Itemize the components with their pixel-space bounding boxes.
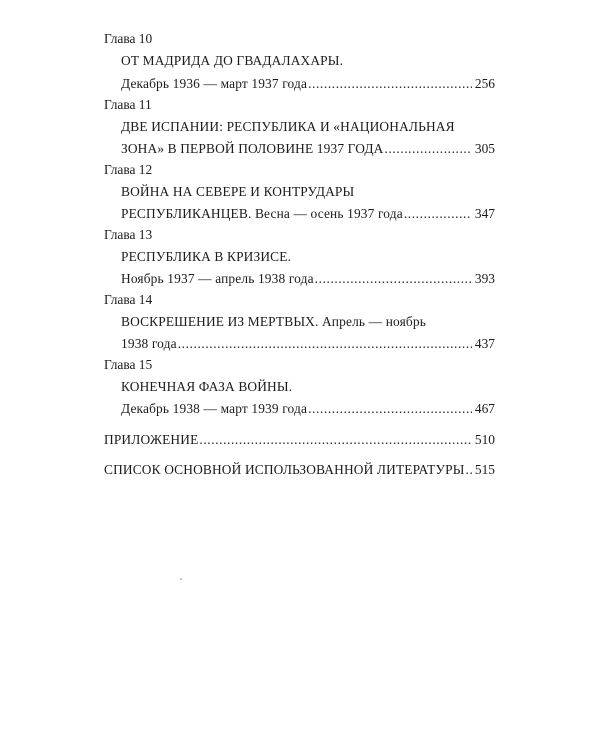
chapter-12-label: Глава 12 — [104, 162, 153, 177]
chapter-12-page: 347 — [474, 206, 495, 221]
bibliography-title: СПИСОК ОСНОВНОЙ ИСПОЛЬЗОВАННОЙ ЛИТЕРАТУРЫ — [104, 462, 465, 477]
bibliography-page: 515 — [474, 462, 495, 477]
dot-leader — [308, 400, 472, 418]
chapter-15-entry[interactable] — [121, 400, 495, 418]
chapter-14-entry[interactable] — [121, 335, 495, 353]
chapter-15-subtitle: Декабрь 1938 — март 1939 года — [121, 401, 308, 416]
dot-leader — [384, 140, 471, 158]
chapter-13-label: Глава 13 — [104, 227, 153, 242]
chapter-11-entry[interactable] — [121, 140, 495, 158]
dot-leader — [199, 431, 472, 449]
chapter-10-label: Глава 10 — [104, 31, 153, 46]
chapter-13-title: РЕСПУБЛИКА В КРИЗИСЕ. — [121, 249, 292, 264]
chapter-15-title: КОНЕЧНАЯ ФАЗА ВОЙНЫ. — [121, 379, 293, 394]
appendix-title: ПРИЛОЖЕНИЕ — [104, 432, 199, 447]
appendix-entry[interactable] — [104, 431, 495, 449]
chapter-10-subtitle: Декабрь 1936 — март 1937 года — [121, 76, 308, 91]
chapter-10-title: ОТ МАДРИДА ДО ГВАДАЛАХАРЫ. — [121, 53, 344, 68]
chapter-12-title: ВОЙНА НА СЕВЕРЕ И КОНТРУДАРЫ — [121, 184, 355, 199]
paper-speck — [180, 578, 182, 580]
appendix-page: 510 — [474, 432, 495, 447]
chapter-13-page: 393 — [474, 271, 495, 286]
chapter-15-label: Глава 15 — [104, 357, 153, 372]
chapter-10-entry[interactable] — [121, 75, 495, 93]
chapter-11-title-end: ЗОНА» В ПЕРВОЙ ПОЛОВИНЕ 1937 ГОДА — [121, 141, 384, 156]
chapter-12-entry[interactable] — [121, 205, 495, 223]
dot-leader — [404, 205, 472, 223]
chapter-14-page: 437 — [474, 336, 495, 351]
chapter-11-page: 305 — [474, 141, 495, 156]
dot-leader — [308, 75, 472, 93]
chapter-12-title-end: РЕСПУБЛИКАНЦЕВ. Весна — осень 1937 года — [121, 206, 403, 221]
chapter-11-title: ДВЕ ИСПАНИИ: РЕСПУБЛИКА И «НАЦИОНАЛЬНАЯ — [121, 119, 455, 134]
dot-leader — [315, 270, 472, 288]
chapter-14-title: ВОСКРЕШЕНИЕ ИЗ МЕРТВЫХ. Апрель — ноябрь — [121, 314, 426, 329]
chapter-15-page: 467 — [474, 401, 495, 416]
chapter-13-entry[interactable] — [121, 270, 495, 288]
chapter-14-subtitle: 1938 года — [121, 336, 177, 351]
dot-leader — [178, 335, 472, 353]
chapter-10-page: 256 — [474, 76, 495, 91]
chapter-11-label: Глава 11 — [104, 97, 152, 112]
bibliography-entry[interactable] — [104, 461, 495, 479]
chapter-13-subtitle: Ноябрь 1937 — апрель 1938 года — [121, 271, 314, 286]
chapter-14-label: Глава 14 — [104, 292, 153, 307]
dot-leader — [466, 461, 472, 479]
